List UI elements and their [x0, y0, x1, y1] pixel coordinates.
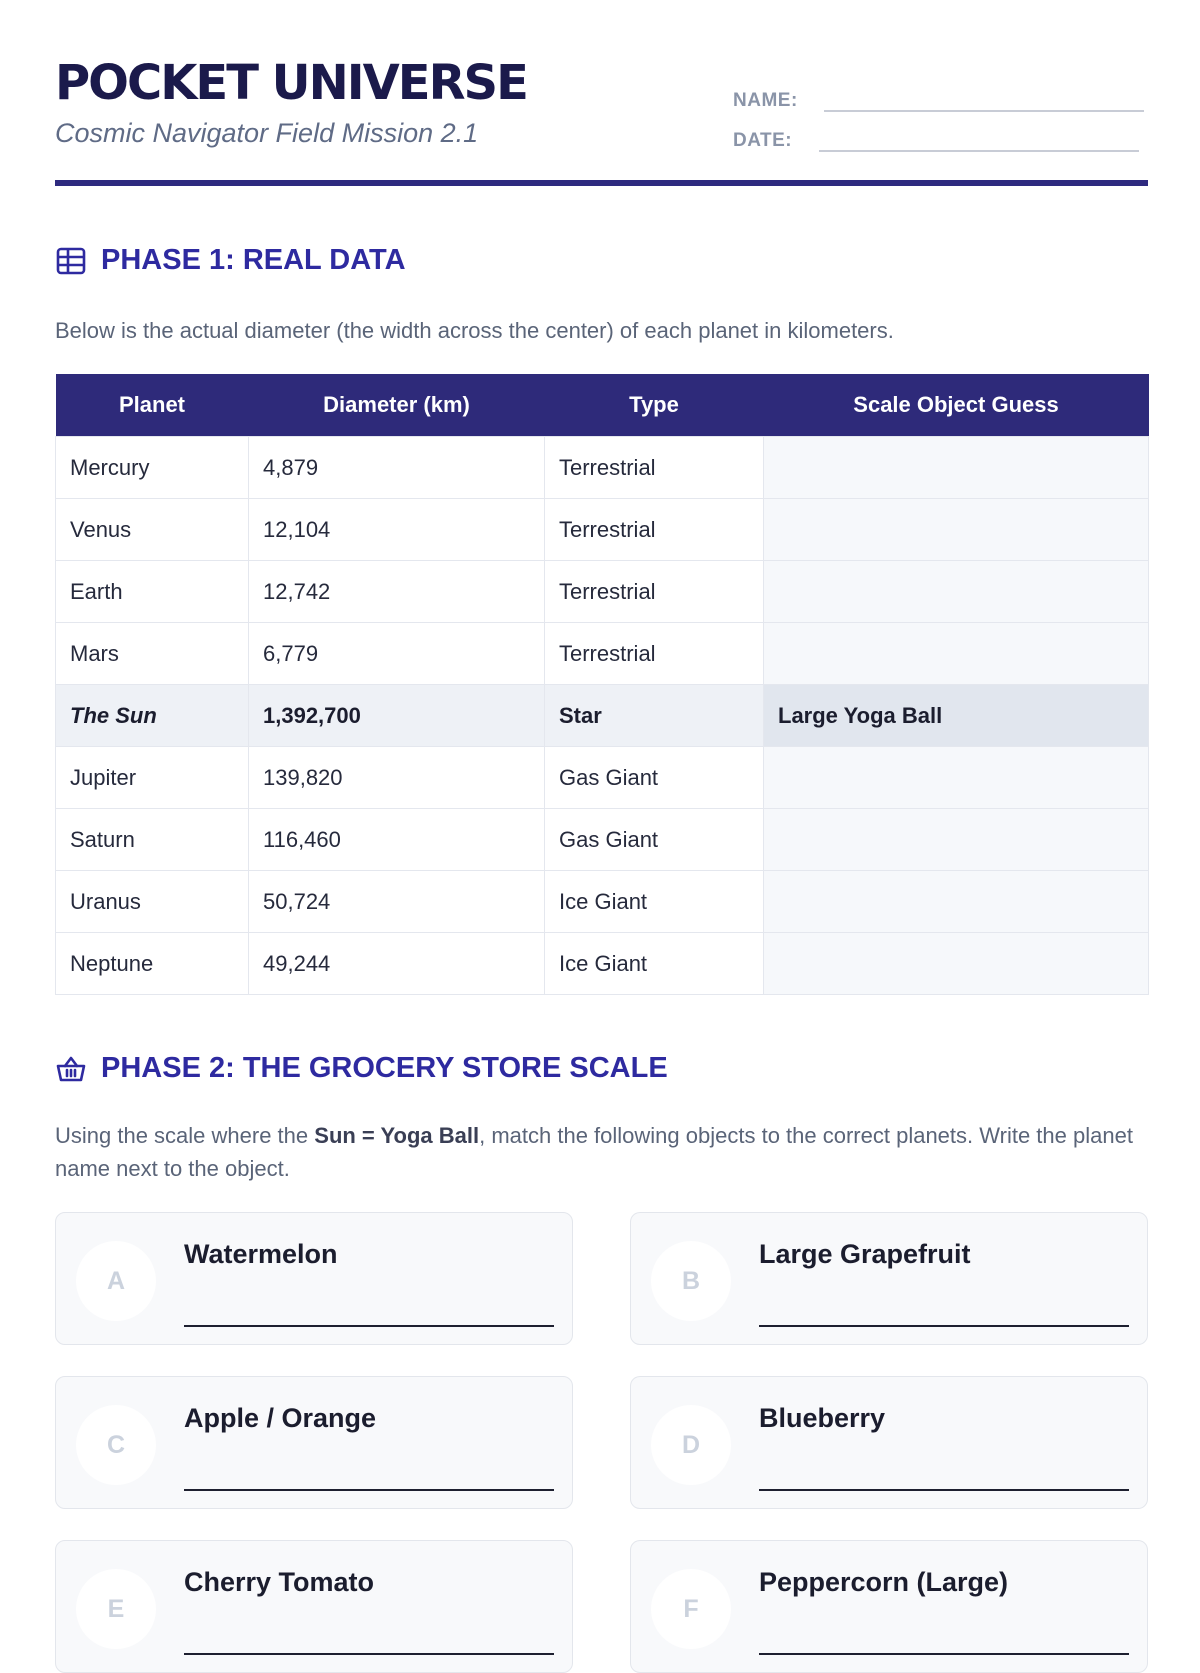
diameter-cell: 50,724 [249, 871, 545, 933]
type-cell: Terrestrial [545, 623, 764, 685]
date-line[interactable] [819, 128, 1139, 152]
guess-cell[interactable] [764, 933, 1149, 995]
diameter-cell: 49,244 [249, 933, 545, 995]
phase1-title [55, 244, 406, 277]
table-row-highlighted [56, 685, 1149, 747]
phase2-intro-after: , match the following objects to the correct planets. Write the planet name next to the object. [55, 1123, 1133, 1181]
type-cell: Terrestrial [545, 499, 764, 561]
table-row [56, 437, 1149, 499]
diameter-cell: 12,104 [249, 499, 545, 561]
phase1-intro: Below is the actual diameter (the width across the center) of each planet in kilometers. [55, 318, 894, 343]
table-row [56, 871, 1149, 933]
table-row [56, 561, 1149, 623]
table-row [56, 499, 1149, 561]
column-header-guess: Scale Object Guess [764, 374, 1149, 437]
card-object-name: Large Grapefruit [759, 1239, 971, 1269]
type-cell: Gas Giant [545, 747, 764, 809]
table-row [56, 809, 1149, 871]
diameter-cell: 1,392,700 [249, 685, 545, 747]
guess-cell[interactable] [764, 623, 1149, 685]
card-object-name: Watermelon [184, 1239, 338, 1269]
type-cell: Terrestrial [545, 561, 764, 623]
name-line[interactable] [824, 88, 1144, 112]
diameter-cell: 116,460 [249, 809, 545, 871]
diameter-cell: 12,742 [249, 561, 545, 623]
phase2-intro-bold: Sun = Yoga Ball [314, 1123, 480, 1148]
match-card [55, 1376, 573, 1509]
guess-cell[interactable] [764, 809, 1149, 871]
planet-table [55, 374, 1149, 995]
basket-icon [55, 1053, 87, 1085]
phase2-title-text: PHASE 2: THE GROCERY STORE SCALE [101, 1052, 668, 1084]
planet-cell: Mars [56, 623, 249, 685]
match-card [630, 1376, 1148, 1509]
column-header-type: Type [545, 374, 764, 437]
diameter-cell: 139,820 [249, 747, 545, 809]
guess-cell[interactable] [764, 561, 1149, 623]
card-answer-line[interactable] [184, 1489, 554, 1491]
card-object-name: Peppercorn (Large) [759, 1567, 1009, 1597]
card-answer-line[interactable] [184, 1325, 554, 1327]
guess-cell[interactable] [764, 499, 1149, 561]
header-divider [55, 180, 1148, 186]
table-header-row [56, 374, 1149, 437]
match-card [630, 1212, 1148, 1345]
phase2-intro [55, 1119, 1148, 1185]
card-letter-badge: F [651, 1569, 731, 1649]
table-row [56, 933, 1149, 995]
planet-cell: Mercury [56, 437, 249, 499]
name-label: NAME: [733, 90, 798, 111]
planet-cell: Neptune [56, 933, 249, 995]
match-card [55, 1540, 573, 1673]
table-row [56, 747, 1149, 809]
worksheet-page [55, 0, 1148, 1623]
match-card [630, 1540, 1148, 1673]
worksheet-subtitle: Cosmic Navigator Field Mission 2.1 [55, 118, 479, 148]
card-object-name: Cherry Tomato [184, 1567, 375, 1597]
type-cell: Terrestrial [545, 437, 764, 499]
card-letter-badge: D [651, 1405, 731, 1485]
planet-cell: The Sun [56, 685, 249, 747]
card-letter-badge: C [76, 1405, 156, 1485]
planet-cell: Venus [56, 499, 249, 561]
guess-cell[interactable] [764, 437, 1149, 499]
planet-cell: Saturn [56, 809, 249, 871]
name-field [733, 88, 1144, 112]
card-answer-line[interactable] [759, 1325, 1129, 1327]
worksheet-header [55, 0, 1148, 188]
type-cell: Ice Giant [545, 871, 764, 933]
column-header-planet: Planet [56, 374, 249, 437]
guess-cell[interactable] [764, 871, 1149, 933]
planet-cell: Earth [56, 561, 249, 623]
column-header-diameter: Diameter (km) [249, 374, 545, 437]
date-label: DATE: [733, 130, 793, 151]
guess-cell: Large Yoga Ball [764, 685, 1149, 747]
card-letter-badge: E [76, 1569, 156, 1649]
diameter-cell: 6,779 [249, 623, 545, 685]
match-card [55, 1212, 573, 1345]
diameter-cell: 4,879 [249, 437, 545, 499]
card-object-name: Blueberry [759, 1403, 886, 1433]
phase2-title [55, 1052, 668, 1085]
planet-cell: Jupiter [56, 747, 249, 809]
card-answer-line[interactable] [759, 1653, 1129, 1655]
worksheet-title: POCKET UNIVERSE [55, 55, 527, 111]
phase2-intro-before: Using the scale where the [55, 1123, 315, 1148]
card-letter-badge: A [76, 1241, 156, 1321]
card-answer-line[interactable] [759, 1489, 1129, 1491]
card-answer-line[interactable] [184, 1653, 554, 1655]
type-cell: Ice Giant [545, 933, 764, 995]
phase1-title-text: PHASE 1: REAL DATA [101, 244, 406, 276]
card-object-name: Apple / Orange [184, 1403, 377, 1433]
type-cell: Star [545, 685, 764, 747]
planet-cell: Uranus [56, 871, 249, 933]
table-row [56, 623, 1149, 685]
card-letter-badge: B [651, 1241, 731, 1321]
date-field [733, 128, 1139, 152]
type-cell: Gas Giant [545, 809, 764, 871]
guess-cell[interactable] [764, 747, 1149, 809]
table-icon [55, 245, 87, 277]
